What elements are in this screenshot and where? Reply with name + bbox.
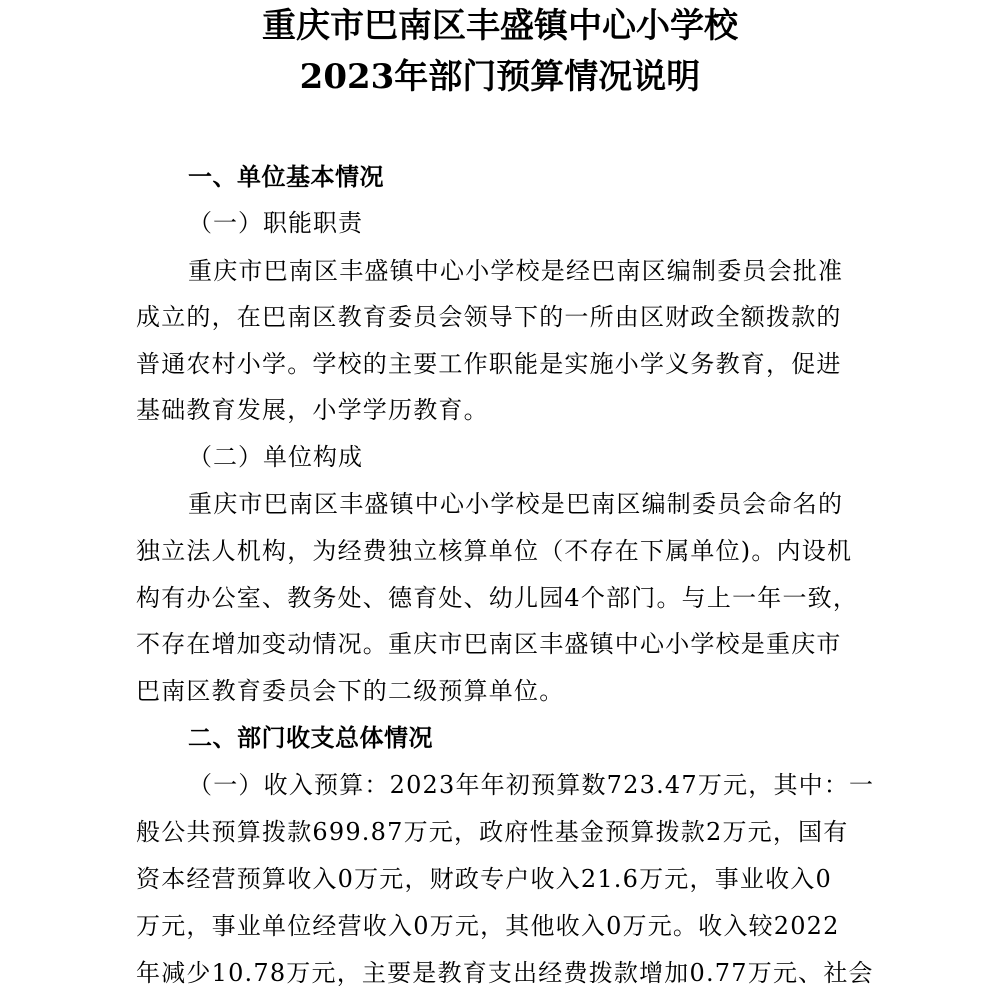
paragraph-line: 不存在增加变动情况。重庆市巴南区丰盛镇中心小学校是重庆市 — [136, 630, 842, 658]
paragraph-line: 构有办公室、教务处、德育处、幼儿园4个部门。与上一年一致， — [136, 584, 859, 612]
paragraph-line: 重庆市巴南区丰盛镇中心小学校是经巴南区编制委员会批准 — [188, 257, 844, 285]
paragraph-line: 普通农村小学。学校的主要工作职能是实施小学义务教育，促进 — [136, 350, 842, 378]
paragraph-line: 基础教育发展，小学学历教育。 — [136, 396, 489, 424]
paragraph-line: （一）收入预算：2023年年初预算数723.47万元，其中：一 — [188, 771, 875, 799]
paragraph-line: 成立的，在巴南区教育委员会领导下的一所由区财政全额拨款的 — [136, 303, 842, 331]
subsection1-heading: （一）职能职责 — [188, 209, 363, 237]
paragraph-line: 年减少10.78万元，主要是教育支出经费拨款增加0.77万元、社会 — [136, 959, 874, 987]
paragraph-line: 独立法人机构，为经费独立核算单位（不存在下属单位)。内设机 — [136, 537, 853, 565]
paragraph-line: 巴南区教育委员会下的二级预算单位。 — [136, 677, 565, 705]
section2-heading: 二、部门收支总体情况 — [188, 723, 433, 752]
paragraph-line: 资本经营预算收入0万元，财政专户收入21.6万元，事业收入0 — [136, 865, 832, 893]
section1-heading: 一、单位基本情况 — [188, 162, 384, 191]
paragraph-line: 重庆市巴南区丰盛镇中心小学校是巴南区编制委员会命名的 — [188, 490, 844, 518]
paragraph-line: 万元，事业单位经营收入0万元，其他收入0万元。收入较2022 — [136, 912, 840, 940]
document-title-line2: 2023年部门预算情况说明 — [299, 57, 701, 97]
paragraph-line: 般公共预算拨款699.87万元，政府性基金预算拨款2万元，国有 — [136, 818, 849, 846]
subsection2-heading: （二）单位构成 — [188, 443, 363, 471]
document-title-line1: 重庆市巴南区丰盛镇中心小学校 — [262, 6, 738, 46]
